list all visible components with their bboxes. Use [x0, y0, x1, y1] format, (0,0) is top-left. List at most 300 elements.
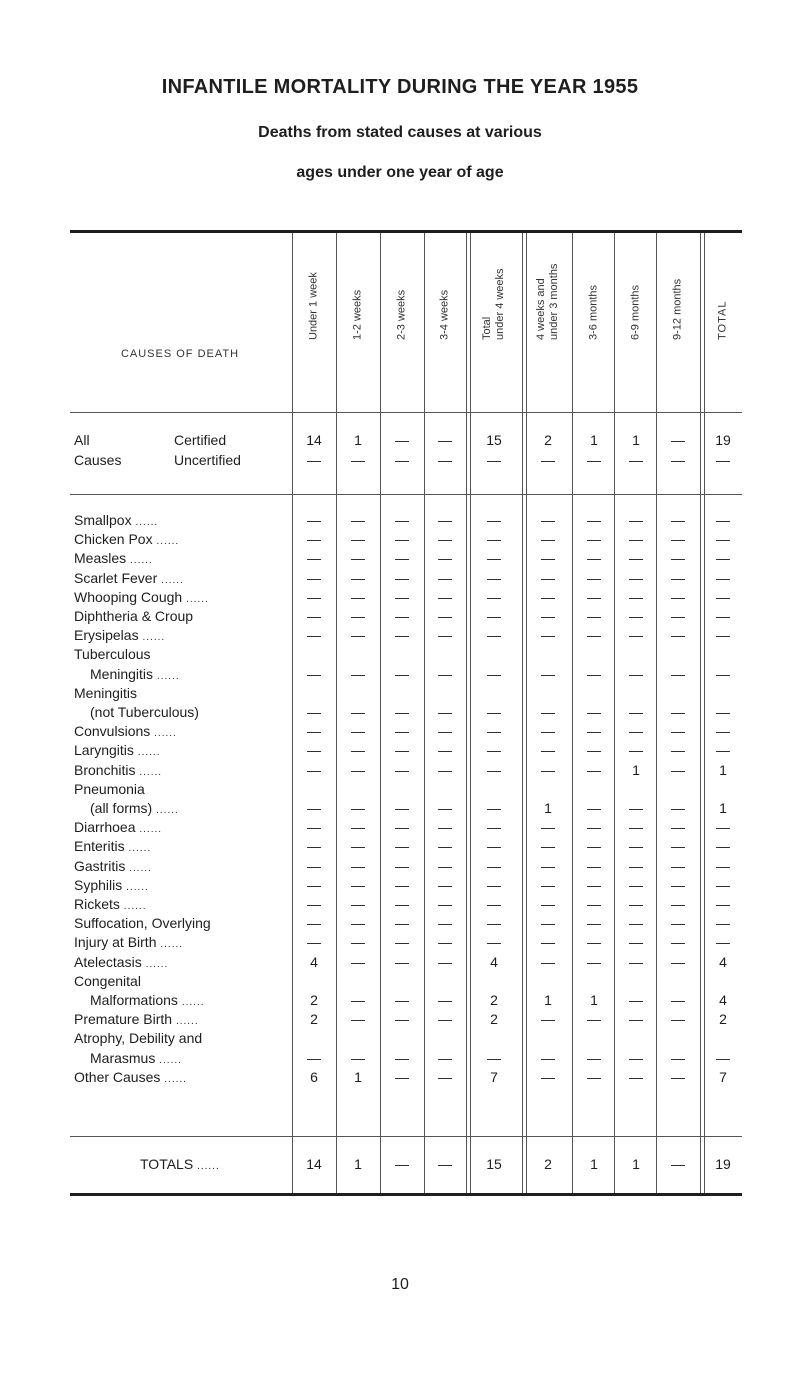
totals-cell: 1	[354, 1156, 362, 1172]
row-1-cell: —	[351, 512, 365, 528]
column-header-line: 3-6 months	[587, 284, 600, 340]
cause-label	[74, 1030, 202, 1046]
row-8-cell: —	[487, 665, 501, 682]
all-label: All	[74, 432, 90, 448]
column-divider	[572, 233, 573, 1193]
row-3-cell: —	[671, 550, 685, 567]
certified-label: Certified	[174, 432, 227, 448]
row-4-cell: —	[438, 569, 452, 586]
row-5-cell: —	[629, 588, 643, 605]
row-17-cell: —	[587, 876, 601, 893]
column-divider	[466, 233, 467, 1193]
row-9-cell: —	[307, 704, 321, 720]
row-14-cell: —	[541, 819, 555, 836]
row-15-cell: —	[716, 838, 730, 855]
row-9-cell: —	[395, 704, 409, 720]
totals-cell: —	[395, 1156, 409, 1172]
table-bottom-rule	[70, 1193, 742, 1196]
row-16-cell: —	[351, 857, 365, 874]
row-10-cell: —	[438, 723, 452, 740]
totals-cell: 19	[715, 1156, 731, 1172]
cause-label-text: Syphilis	[74, 876, 123, 893]
row-8-cell: —	[587, 665, 601, 682]
row-13-cell: —	[487, 800, 501, 816]
row-6-cell: —	[671, 608, 685, 624]
totals-cell: 1	[632, 1156, 640, 1172]
certified-cell: 14	[306, 432, 322, 448]
column-divider	[292, 233, 293, 1193]
cause-label-text: Marasmus	[90, 1049, 156, 1066]
row-4-cell: —	[716, 569, 730, 586]
row-17-cell: —	[541, 876, 555, 893]
certified-cell: 2	[544, 432, 552, 448]
row-21-cell: —	[541, 953, 555, 970]
row-20-cell: —	[541, 934, 555, 951]
row-11-cell: —	[307, 742, 321, 759]
row-15-cell: —	[587, 838, 601, 855]
row-18-cell: —	[487, 896, 501, 912]
cause-label	[74, 762, 162, 778]
column-header-line: under 3 months	[548, 263, 560, 340]
cause-label-text: (not Tuberculous)	[90, 704, 199, 720]
row-20-cell: —	[716, 934, 730, 951]
row-21-cell: —	[629, 953, 643, 970]
uncertified-cell: —	[307, 452, 321, 468]
row-25-cell: —	[438, 1068, 452, 1085]
row-14-cell: —	[716, 819, 730, 836]
column-divider	[656, 233, 657, 1193]
row-10-cell: —	[351, 723, 365, 740]
column-header-line: Total	[481, 316, 493, 340]
cause-label	[74, 915, 211, 931]
cause-label	[74, 877, 149, 893]
row-16-cell: —	[716, 857, 730, 874]
row-20-cell: —	[587, 934, 601, 951]
cause-label	[74, 646, 151, 662]
certified-cell: 1	[632, 432, 640, 448]
row-6-cell: —	[629, 608, 643, 624]
leader-dots: ......	[159, 1054, 182, 1066]
row-1-cell: —	[395, 512, 409, 528]
row-11-cell: —	[716, 742, 730, 759]
cause-label	[74, 781, 145, 797]
all-causes-bottom-rule	[70, 494, 742, 495]
page-number: 10	[391, 1276, 409, 1293]
cause-label	[74, 685, 137, 701]
row-4-cell: —	[629, 569, 643, 586]
row-22-cell: —	[629, 992, 643, 1008]
row-14-cell: —	[671, 819, 685, 836]
row-22-cell: 1	[590, 992, 598, 1008]
cause-label-text: (all forms)	[90, 800, 153, 816]
column-header-text	[717, 301, 730, 340]
totals-top-rule	[70, 1136, 742, 1137]
cause-label	[74, 589, 209, 605]
leader-dots: ......	[156, 670, 180, 682]
cause-label-text: Meningitis	[74, 684, 138, 701]
row-7-cell: —	[307, 627, 321, 644]
column-header-line: 6-9 months	[629, 284, 642, 340]
row-19-cell: —	[438, 915, 452, 932]
column-divider	[522, 233, 523, 1193]
row-5-cell: —	[541, 588, 555, 605]
row-19-cell: —	[629, 915, 643, 932]
cause-label-text: Smallpox	[74, 512, 132, 528]
row-21-cell: —	[438, 953, 452, 970]
row-21-cell: —	[587, 953, 601, 970]
row-14-cell: —	[351, 819, 365, 836]
row-19-cell: —	[395, 915, 409, 932]
row-2-cell: —	[438, 531, 452, 548]
row-22-cell: 1	[544, 992, 552, 1008]
row-12-cell: 1	[719, 761, 727, 778]
row-18-cell: —	[716, 896, 730, 912]
column-divider	[700, 233, 701, 1193]
cause-label-text: Suffocation, Overlying	[74, 915, 211, 932]
leader-dots: ......	[137, 747, 161, 759]
cause-label	[74, 608, 193, 624]
row-22-cell: 2	[310, 992, 318, 1008]
row-17-cell: —	[629, 876, 643, 893]
row-7-cell: —	[487, 627, 501, 644]
row-6-cell: —	[307, 608, 321, 624]
row-21-cell: 4	[310, 953, 318, 970]
causes-of-death-header: CAUSES OF DEATH	[120, 348, 240, 360]
row-22-cell: —	[671, 992, 685, 1008]
cause-label	[74, 512, 158, 528]
row-9-cell: —	[438, 704, 452, 720]
row-21-cell: 4	[719, 953, 727, 970]
row-5-cell: —	[716, 588, 730, 605]
cause-label	[74, 896, 146, 912]
row-8-cell: —	[716, 665, 730, 682]
cause-label-text: Congenital	[74, 972, 141, 989]
row-24-cell: —	[716, 1049, 730, 1066]
column-divider	[424, 233, 425, 1193]
row-11-cell: —	[438, 742, 452, 759]
leader-dots: ......	[139, 824, 163, 836]
uncertified-cell: —	[541, 452, 555, 468]
table-top-rule	[70, 230, 742, 233]
row-3-cell: —	[541, 550, 555, 567]
row-8-cell: —	[438, 665, 452, 682]
row-8-cell: —	[307, 665, 321, 682]
row-11-cell: —	[587, 742, 601, 759]
row-8-cell: —	[541, 665, 555, 682]
cause-label-text: Whooping Cough	[74, 588, 183, 605]
cause-label	[74, 570, 184, 586]
leader-dots: ......	[156, 805, 179, 816]
totals-cell: —	[671, 1156, 685, 1172]
leader-dots: ......	[145, 958, 169, 970]
row-1-cell: —	[438, 512, 452, 528]
uncertified-cell: —	[671, 452, 685, 468]
cause-label	[74, 838, 151, 854]
cause-label-text: Gastritis	[74, 857, 126, 874]
column-header-text	[588, 285, 601, 340]
row-18-cell: —	[541, 896, 555, 912]
cause-label-text: Tuberculous	[74, 646, 151, 663]
row-16-cell: —	[307, 857, 321, 874]
uncertified-cell: —	[395, 452, 409, 468]
row-23-cell: —	[587, 1011, 601, 1028]
totals-cell: —	[438, 1156, 452, 1172]
column-divider	[704, 233, 705, 1193]
row-7-cell: —	[716, 627, 730, 644]
row-22-cell: 2	[490, 992, 498, 1008]
uncertified-cell: —	[587, 452, 601, 468]
row-23-cell: 2	[719, 1011, 727, 1028]
cause-label-text: Atrophy, Debility and	[74, 1030, 203, 1047]
column-header-text	[308, 272, 321, 340]
row-23-cell: —	[671, 1011, 685, 1028]
subtitle-line-1: Deaths from stated causes at various	[258, 124, 542, 141]
cause-label-text: Diphtheria & Croup	[74, 608, 194, 624]
column-divider	[470, 233, 471, 1193]
row-13-cell: —	[671, 800, 685, 816]
row-14-cell: —	[307, 819, 321, 836]
leader-dots: ......	[154, 728, 177, 740]
row-11-cell: —	[671, 742, 685, 759]
row-25-cell: —	[587, 1068, 601, 1085]
row-8-cell: —	[671, 665, 685, 682]
cause-label	[74, 723, 177, 739]
row-4-cell: —	[351, 569, 365, 586]
row-24-cell: —	[487, 1049, 501, 1066]
row-20-cell: —	[487, 934, 501, 951]
leader-dots: ......	[161, 574, 184, 586]
row-19-cell: —	[307, 915, 321, 932]
cause-label-text: Pneumonia	[74, 780, 145, 797]
certified-cell: —	[671, 432, 685, 448]
row-18-cell: —	[671, 896, 685, 912]
certified-cell: 1	[354, 432, 362, 448]
row-15-cell: —	[487, 838, 501, 855]
row-9-cell: —	[587, 704, 601, 720]
uncertified-label: Uncertified	[174, 452, 241, 468]
row-10-cell: —	[671, 723, 685, 740]
leader-dots: ......	[139, 766, 163, 778]
row-5-cell: —	[487, 588, 501, 605]
row-15-cell: —	[541, 838, 555, 855]
column-header-line: 2-3 weeks	[395, 289, 408, 340]
column-header-text	[396, 290, 409, 340]
row-10-cell: —	[587, 723, 601, 740]
row-8-cell: —	[629, 665, 643, 682]
row-2-cell: —	[671, 531, 685, 548]
row-13-cell: —	[438, 800, 452, 816]
row-21-cell: —	[351, 953, 365, 970]
row-7-cell: —	[587, 627, 601, 644]
leader-dots: ......	[156, 536, 180, 548]
row-18-cell: —	[587, 896, 601, 912]
uncertified-cell: —	[716, 452, 730, 468]
row-12-cell: —	[351, 761, 365, 778]
row-20-cell: —	[438, 934, 452, 951]
row-23-cell: —	[629, 1011, 643, 1028]
row-19-cell: —	[587, 915, 601, 932]
row-14-cell: —	[629, 819, 643, 836]
row-2-cell: —	[629, 531, 643, 548]
row-9-cell: —	[671, 704, 685, 720]
row-24-cell: —	[587, 1049, 601, 1066]
certified-cell: 15	[486, 432, 502, 448]
row-1-cell: —	[541, 512, 555, 528]
leader-dots: ......	[142, 632, 166, 644]
leader-dots: ......	[181, 997, 205, 1008]
column-header-text	[352, 290, 365, 340]
row-15-cell: —	[438, 838, 452, 855]
row-22-cell: —	[351, 992, 365, 1008]
row-1-cell: —	[307, 512, 321, 528]
row-24-cell: —	[351, 1049, 365, 1066]
row-17-cell: —	[487, 876, 501, 893]
row-4-cell: —	[487, 569, 501, 586]
row-12-cell: —	[395, 761, 409, 778]
row-13-cell: 1	[544, 800, 552, 816]
cause-label-text: Enteritis	[74, 838, 125, 855]
uncertified-cell: —	[629, 452, 643, 468]
row-25-cell: 7	[490, 1068, 498, 1085]
row-2-cell: —	[395, 531, 409, 548]
totals-cell: 14	[306, 1156, 322, 1172]
uncertified-cell: —	[438, 452, 452, 468]
column-header-text	[672, 279, 685, 340]
row-25-cell: —	[671, 1068, 685, 1085]
column-header-text	[481, 268, 507, 340]
row-11-cell: —	[395, 742, 409, 759]
leader-dots: ......	[129, 862, 152, 874]
row-18-cell: —	[629, 896, 643, 912]
cause-label	[74, 627, 165, 643]
row-16-cell: —	[541, 857, 555, 874]
row-13-cell: —	[307, 800, 321, 816]
uncertified-cell: —	[351, 452, 365, 468]
row-16-cell: —	[671, 857, 685, 874]
leader-dots: ......	[164, 1073, 187, 1085]
row-6-cell: —	[351, 608, 365, 624]
row-16-cell: —	[629, 857, 643, 874]
row-25-cell: —	[395, 1068, 409, 1085]
uncertified-cell: —	[487, 452, 501, 468]
column-divider	[526, 233, 527, 1193]
row-1-cell: —	[671, 512, 685, 528]
row-22-cell: —	[438, 992, 452, 1008]
row-2-cell: —	[487, 531, 501, 548]
row-13-cell: —	[587, 800, 601, 816]
row-12-cell: —	[541, 761, 555, 778]
column-header-line: 3-4 weeks	[438, 289, 451, 340]
column-divider	[380, 233, 381, 1193]
cause-label	[74, 531, 179, 547]
cause-label-text: Bronchitis	[74, 761, 136, 778]
row-2-cell: —	[307, 531, 321, 548]
cause-label	[74, 1069, 187, 1085]
column-header-line: under 4 weeks	[494, 268, 506, 340]
row-5-cell: —	[671, 588, 685, 605]
row-3-cell: —	[487, 550, 501, 567]
row-6-cell: —	[716, 608, 730, 624]
cause-label-text: Atelectasis	[74, 953, 142, 970]
row-25-cell: —	[629, 1068, 643, 1085]
row-11-cell: —	[351, 742, 365, 759]
row-6-cell: —	[587, 608, 601, 624]
row-5-cell: —	[438, 588, 452, 605]
row-15-cell: —	[395, 838, 409, 855]
row-20-cell: —	[671, 934, 685, 951]
cause-label	[90, 800, 179, 816]
row-6-cell: —	[487, 608, 501, 624]
row-12-cell: —	[587, 761, 601, 778]
row-17-cell: —	[438, 876, 452, 893]
row-10-cell: —	[307, 723, 321, 740]
column-header-line: 4 weeks and	[535, 278, 547, 340]
totals-cell: 2	[544, 1156, 552, 1172]
cause-label	[74, 954, 168, 970]
certified-cell: —	[438, 432, 452, 448]
row-13-cell: —	[395, 800, 409, 816]
totals-cell: 15	[486, 1156, 502, 1172]
row-18-cell: —	[438, 896, 452, 912]
row-5-cell: —	[587, 588, 601, 605]
row-14-cell: —	[587, 819, 601, 836]
row-4-cell: —	[541, 569, 555, 586]
row-10-cell: —	[395, 723, 409, 740]
row-12-cell: —	[307, 761, 321, 778]
cause-label	[90, 704, 199, 720]
row-5-cell: —	[307, 588, 321, 605]
row-24-cell: —	[541, 1049, 555, 1066]
row-23-cell: —	[351, 1011, 365, 1028]
column-header-line: 1-2 weeks	[351, 289, 364, 340]
row-7-cell: —	[395, 627, 409, 644]
cause-label-text: Other Causes	[74, 1068, 161, 1085]
certified-cell: —	[395, 432, 409, 448]
subtitle-line-2: ages under one year of age	[296, 164, 504, 181]
row-10-cell: —	[541, 723, 555, 740]
row-21-cell: —	[395, 953, 409, 970]
row-22-cell: —	[395, 992, 409, 1008]
row-18-cell: —	[395, 896, 409, 912]
row-12-cell: 1	[632, 761, 640, 778]
row-9-cell: —	[351, 704, 365, 720]
cause-label	[74, 819, 162, 835]
row-23-cell: —	[438, 1011, 452, 1028]
row-16-cell: —	[587, 857, 601, 874]
row-6-cell: —	[438, 608, 452, 624]
cause-label	[74, 858, 152, 874]
row-25-cell: —	[541, 1068, 555, 1085]
row-23-cell: 2	[310, 1011, 318, 1028]
row-24-cell: —	[395, 1049, 409, 1066]
leader-dots: ......	[175, 1016, 199, 1028]
row-3-cell: —	[587, 550, 601, 567]
column-header-text	[535, 264, 561, 340]
row-3-cell: —	[438, 550, 452, 567]
row-18-cell: —	[351, 896, 365, 912]
certified-cell: 1	[590, 432, 598, 448]
row-1-cell: —	[487, 512, 501, 528]
row-12-cell: —	[671, 761, 685, 778]
cause-label-text: Scarlet Fever	[74, 569, 158, 586]
row-13-cell: 1	[719, 800, 727, 816]
leader-dots: ......	[128, 843, 152, 855]
row-8-cell: —	[351, 665, 365, 682]
row-19-cell: —	[671, 915, 685, 932]
row-15-cell: —	[351, 838, 365, 855]
row-9-cell: —	[541, 704, 555, 720]
row-17-cell: —	[307, 876, 321, 893]
